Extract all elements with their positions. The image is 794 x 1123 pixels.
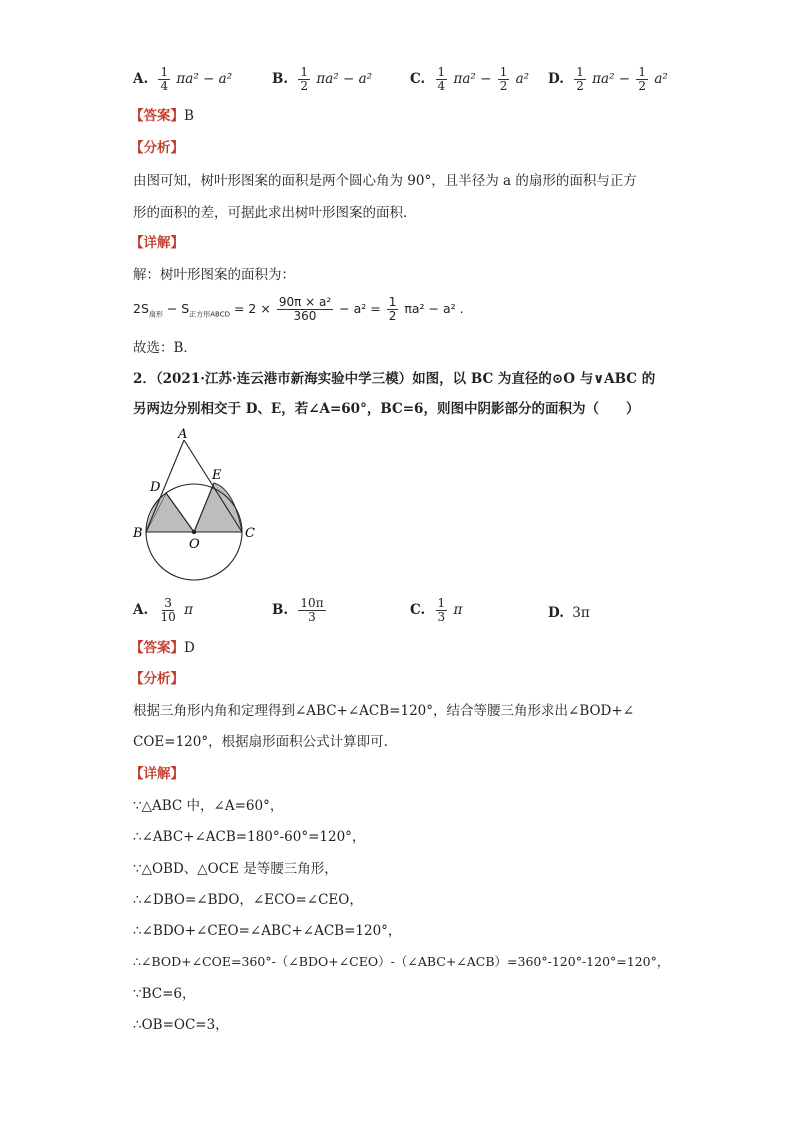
label-o: O (189, 537, 200, 552)
label-e: E (212, 468, 222, 483)
fraction: $\frac{1}{2}$ (638, 65, 647, 93)
q1-analysis-line2: 形的面积的差，可据此求出树叶形图案的面积． (133, 205, 417, 221)
q1-option-b (272, 66, 372, 93)
label-b: B (133, 526, 143, 541)
answer-tag: 【答案】 (130, 108, 184, 124)
answer-value: B (184, 108, 194, 124)
center-point (192, 530, 196, 534)
label-d: D (150, 480, 161, 495)
option-label: C. (410, 71, 426, 87)
fraction: $\frac{1}{2}$ (499, 65, 508, 93)
q2-analysis-line1: 根据三角形内角和定理得到∠ABC+∠ACB=120°，结合等腰三角形求出∠BOD+∠ (133, 703, 635, 719)
q2-step: ∴∠ABC+∠ACB=180°-60°=120°， (133, 829, 366, 845)
q2-option-b (272, 597, 328, 624)
q1-detail-line1: 解：树叶形图案的面积为： (133, 267, 295, 283)
option-expression: π (453, 602, 463, 618)
fraction: $\frac{1}{4}$ (437, 65, 446, 93)
q1-option-d (548, 66, 668, 93)
option-expression: πa² − a² (316, 71, 373, 87)
option-label: A. (133, 602, 149, 618)
q2-option-d (548, 603, 590, 623)
q2-step: ∴∠BOD+∠COE=360°-（∠BDO+∠CEO）-（∠ABC+∠ACB）=360°-120°-120°=120°， (133, 954, 670, 969)
fraction: $\frac{1}{2}$ (576, 65, 584, 93)
q2-analysis-line2: COE=120°，根据扇形面积公式计算即可. (133, 734, 388, 750)
option-expression: πa² − a² (176, 71, 233, 87)
q2-step: ∴∠BDO+∠CEO=∠ABC+∠ACB=120°， (133, 923, 402, 939)
q2-detail-tag: 【详解】 (130, 766, 184, 782)
answer-tag: 【答案】 (130, 640, 184, 656)
fraction: $\frac{1}{4}$ (160, 65, 169, 93)
q2-answer (130, 638, 195, 658)
q1-option-a (133, 66, 232, 93)
option-label: A. (133, 71, 149, 87)
q2-step: ∴OB=OC=3， (133, 1017, 229, 1033)
fraction: $\frac{1}{2}$ (388, 295, 397, 323)
label-a: A (178, 427, 188, 442)
fraction: $\frac{\text{90π × a²}}{360}$ (278, 295, 332, 323)
option-expression: a² (654, 71, 668, 87)
answer-value: D (184, 640, 195, 656)
option-expression: π (184, 602, 193, 618)
q2-stem-line1: 2．（2021·江苏·连云港市新海实验中学三模）如图，以 BC 为直径的⊙O 与∨ABC 的 (133, 371, 656, 387)
option-label: B. (272, 71, 289, 87)
q2-option-c (410, 597, 462, 624)
q1-choose: 故选：B． (133, 340, 197, 356)
option-label: B. (272, 602, 289, 618)
fraction: $\frac{1}{2}$ (300, 65, 309, 93)
q1-detail-tag: 【详解】 (130, 235, 184, 251)
option-expression: πa² − (453, 71, 492, 87)
q2-step: ∵BC=6， (133, 986, 196, 1002)
q2-step: ∵△ABC 中，∠A=60°， (133, 798, 284, 814)
option-expression: πa² − (592, 71, 631, 87)
q1-analysis-tag: 【分析】 (130, 140, 184, 156)
option-expression: a² (515, 71, 530, 87)
fraction: $\frac{1}{3}$ (437, 596, 446, 624)
q2-stem-line2: 另两边分别相交于 D、E，若∠A=60°，BC=6，则图中阴影部分的面积为（ ） (133, 401, 640, 417)
option-label: D. (548, 605, 564, 621)
fraction: $\frac{10\pi}{3}$ (300, 596, 324, 624)
q2-analysis-tag: 【分析】 (130, 671, 184, 687)
geometry-figure (130, 425, 265, 585)
q1-formula: $2S_{扇形} - S_{正方形ABCD} = 2$ × $\frac{\text{90π × a²}}{360}$ − a² = $\frac{1}{2}$ πa² − a² . (133, 295, 464, 323)
q2-step: ∵△OBD、△OCE 是等腰三角形， (133, 861, 338, 877)
q1-answer (130, 106, 194, 126)
label-c: C (245, 526, 255, 541)
q2-option-a (133, 597, 193, 624)
q1-option-c (410, 66, 529, 93)
option-expression: 3π (572, 605, 590, 621)
option-label: C. (410, 602, 426, 618)
q2-step: ∴∠DBO=∠BDO，∠ECO=∠CEO， (133, 892, 363, 908)
fraction: $\frac{3}{10}$ (160, 596, 176, 624)
q1-analysis-line1: 由图可知，树叶形图案的面积是两个圆心角为 90°，且半径为 a 的扇形的面积与正方 (133, 173, 637, 189)
option-label: D. (548, 71, 564, 87)
